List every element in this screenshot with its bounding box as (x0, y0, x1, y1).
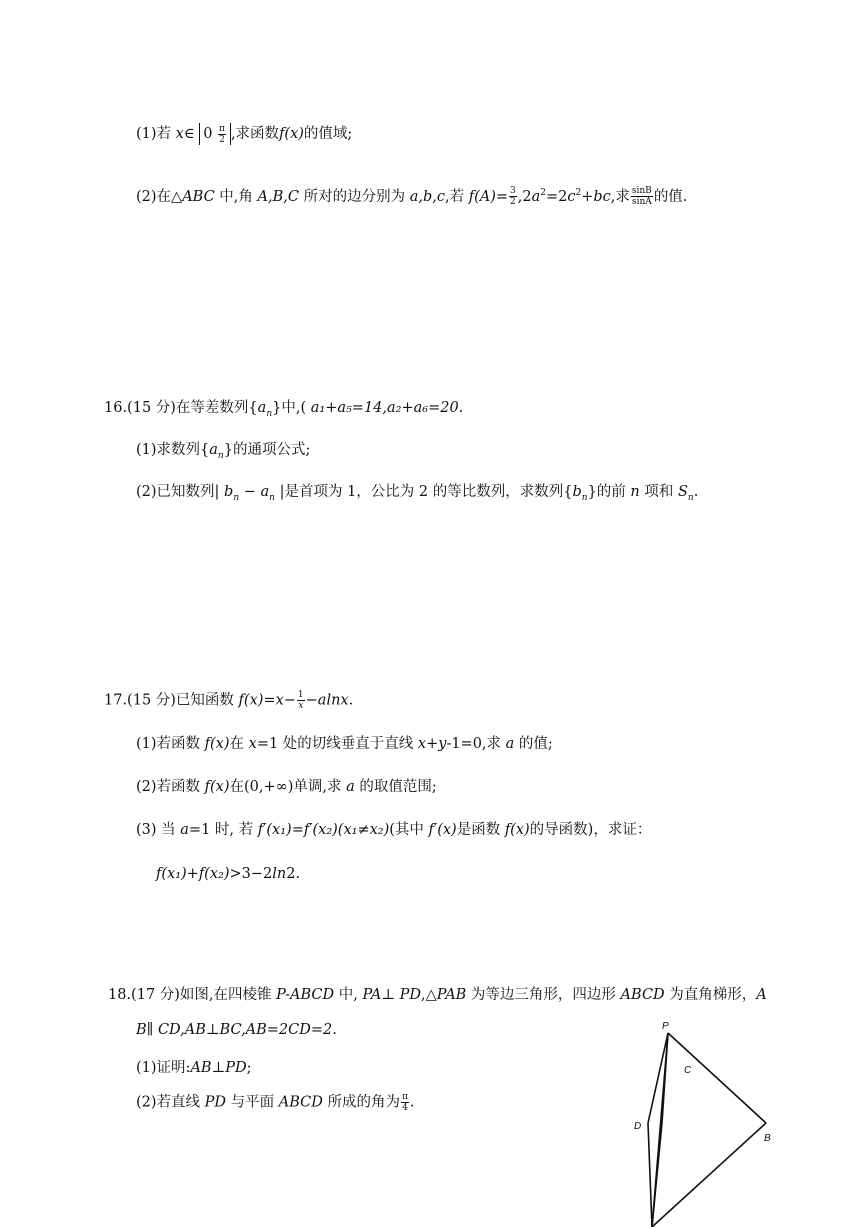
label-C: C (684, 1065, 692, 1076)
q17-part2: (2)若函数 f(x)在(0,+∞)单调,求 a 的取值范围; (136, 779, 437, 795)
q18-part1: (1)证明:AB⊥PD; (136, 1060, 252, 1076)
q17-stem: 17.(15 分)已知函数 f(x)=x− $\frac{1}{x}$ −alnx. (104, 690, 354, 711)
edge-DA (648, 1123, 652, 1227)
q17-part3: (3) 当 a=1 时, 若 f′(x₁)=f′(x₂)(x₁≠x₂)(其中 f′(x)是函数 f(x)的导函数)，求证： (136, 822, 652, 838)
label-P: P (662, 1021, 669, 1032)
pyramid-figure (620, 1015, 790, 1227)
interval: 0 $\frac{\pi}{2}$ (199, 123, 231, 145)
edge-CA (652, 1123, 662, 1227)
edge-BA (652, 1123, 766, 1227)
label-B: B (764, 1133, 771, 1144)
q16-part1: (1)求数列$\{a_n\}$的通项公式; (136, 442, 311, 461)
label-D: D (634, 1121, 642, 1132)
q18-stem: 18.(17 分)如图,在四棱锥 P-ABCD 中, PA⊥ PD,△PAB 为等边三角形，四边形 ABCD 为直角梯形，A (108, 987, 767, 1003)
q15-part2: (2)在△ABC 中,角 A,B,C 所对的边分别为 a,b,c,若 f(A)= $\frac{3}{2}$ $,2a^2=2c^2+bc$,求 $\frac{\sin B}{\sin A}$ 的值. (136, 186, 688, 208)
q16-part2: (2)已知数列| $b_n - a_n$ |是首项为 1，公比为 2 的等比数列，求数列$\{b_n\}$的前 n 项和 $S_n$. (136, 484, 699, 503)
q15-part1: (1)若 x∈ 0 $\frac{\pi}{2}$ ,求函数f(x)的值域; (136, 123, 353, 145)
q16-stem: 16.(15 分)在等差数列$\{a_n\}$中,( a₁+a₅=14,a₂+a₆=20. (104, 400, 464, 419)
q18-stem-cont: B∥ CD,AB⊥BC,AB=2CD=2. (136, 1022, 337, 1038)
q18-part2: (2)若直线 PD 与平面 ABCD 所成的角为 $\frac{\pi}{4}$ . (136, 1092, 415, 1113)
edge-PB (668, 1033, 766, 1123)
q17-part1: (1)若函数 f(x)在 x=1 处的切线垂直于直线 x+y-1=0,求 a 的值; (136, 736, 553, 752)
q17-part3-inequality: f(x₁)+f(x₂)>3−2ln2. (156, 866, 301, 882)
